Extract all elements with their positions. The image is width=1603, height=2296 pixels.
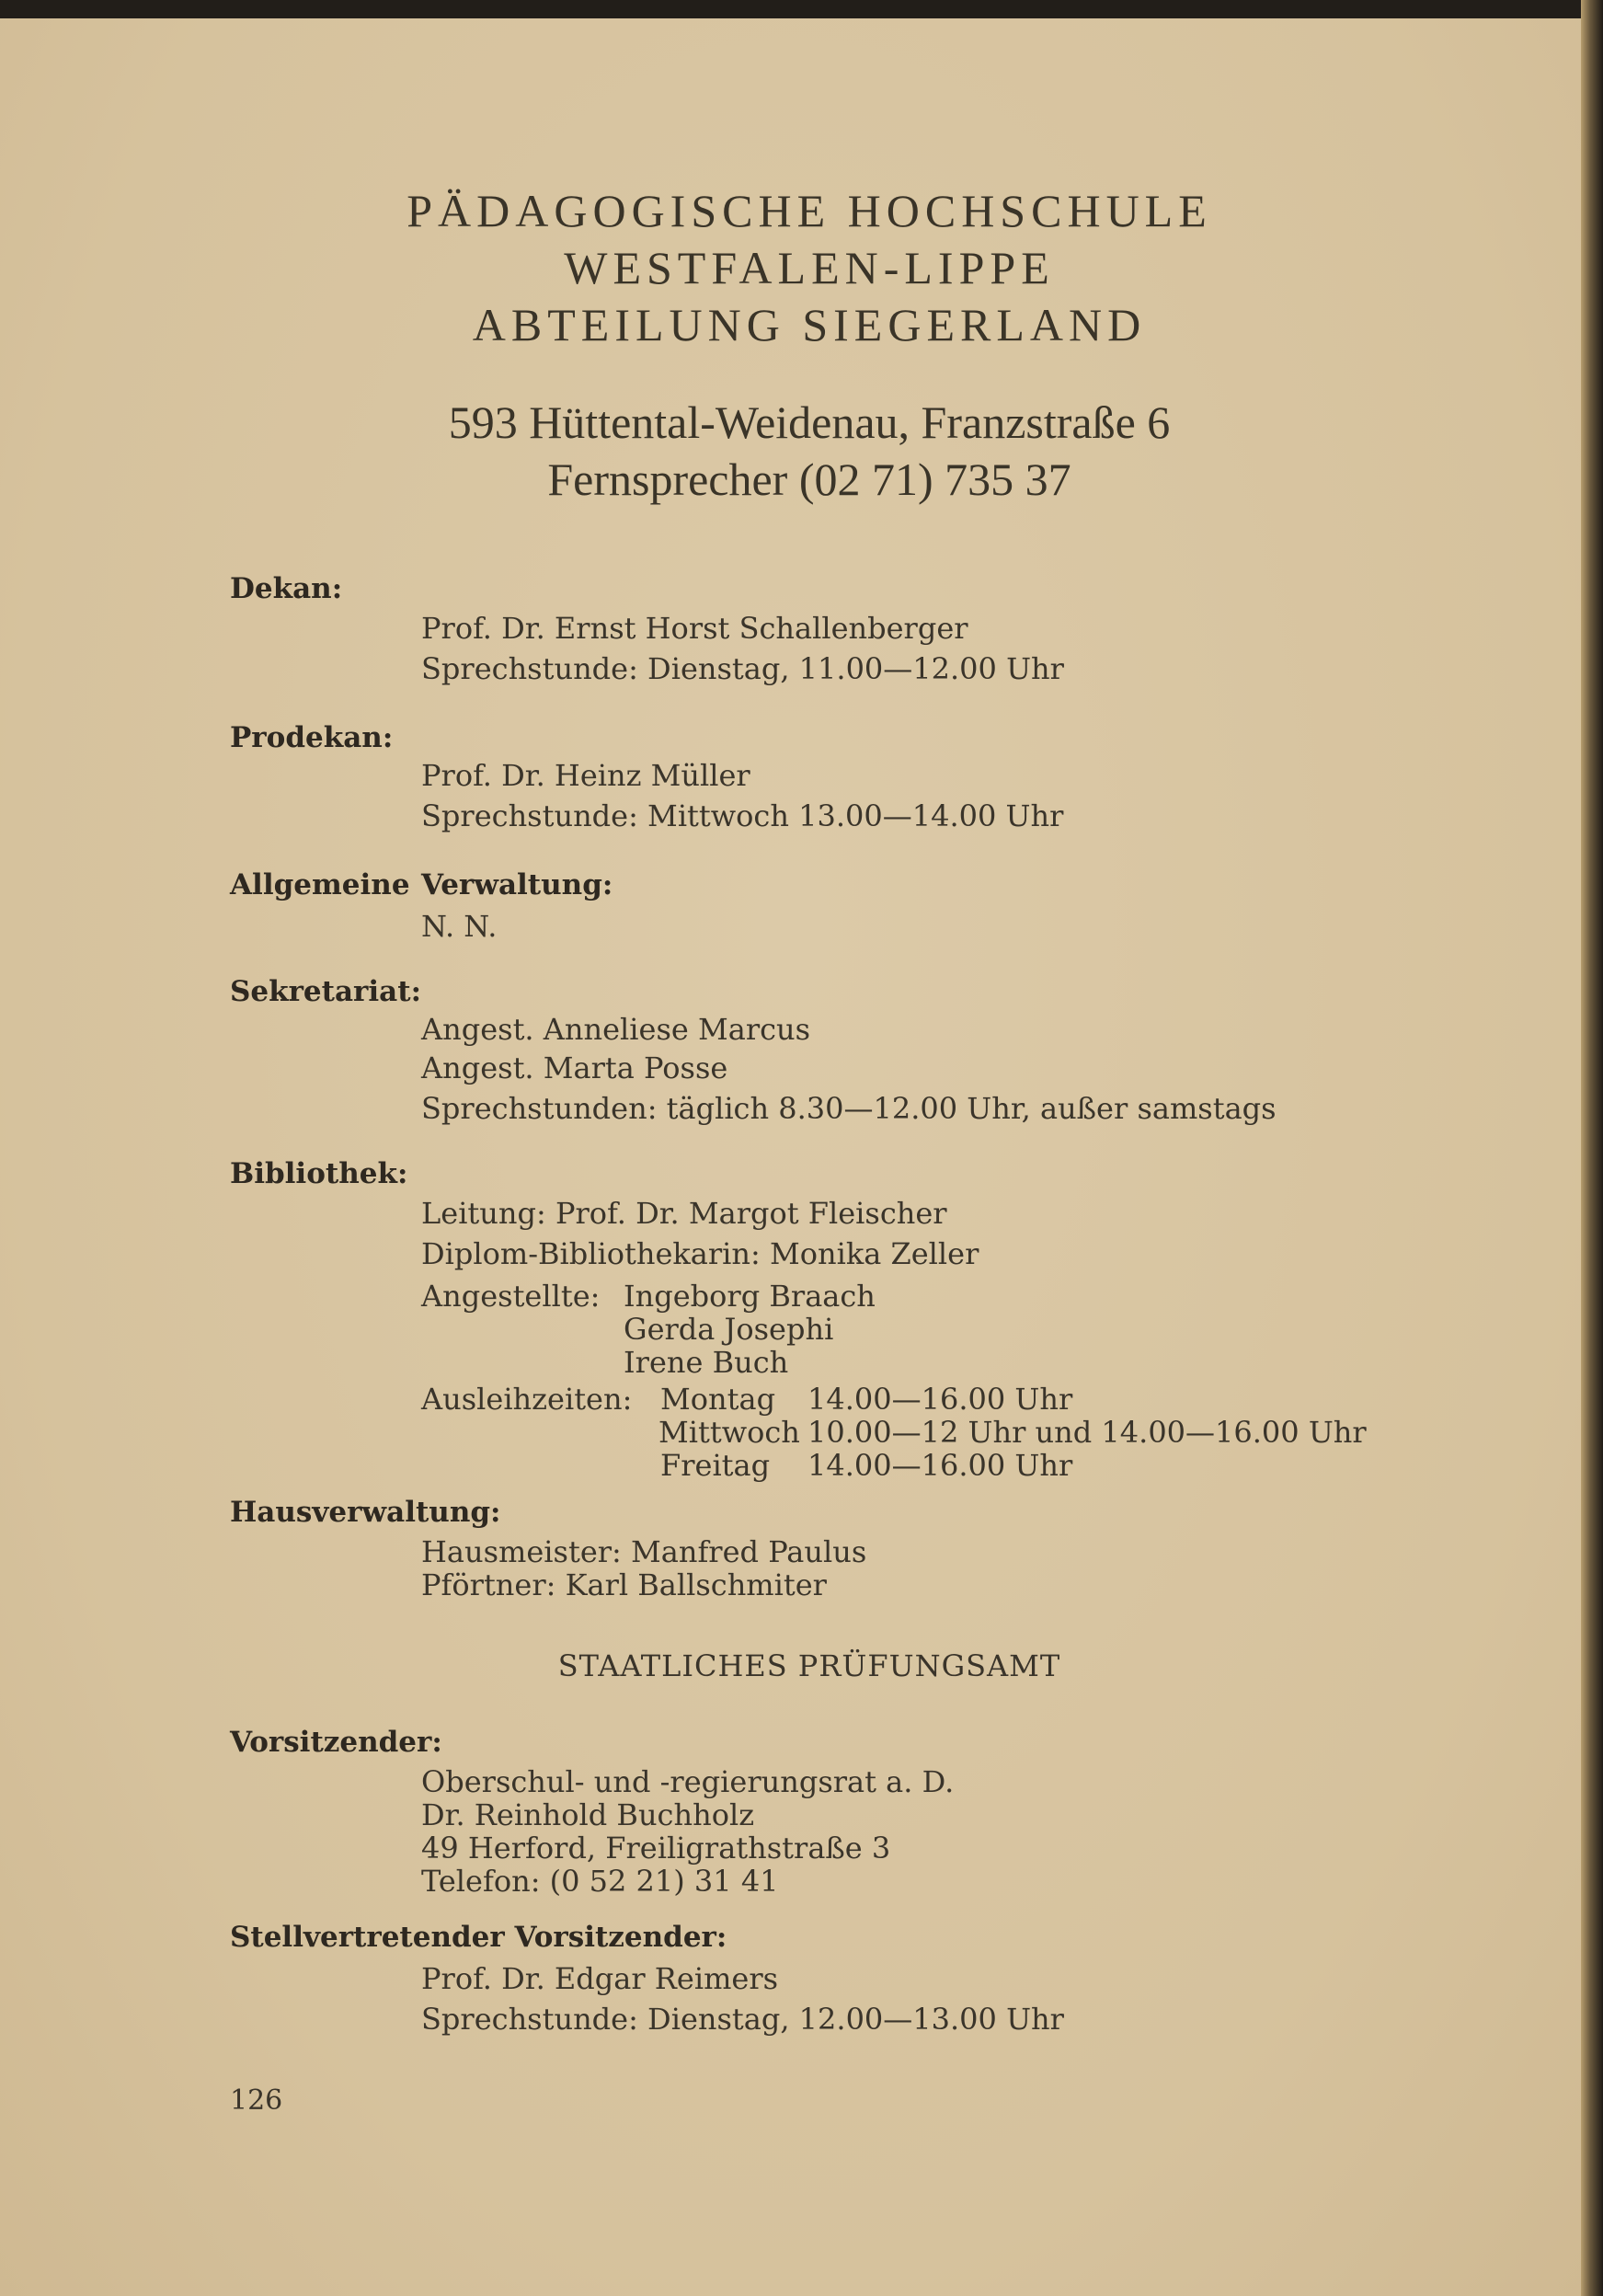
vorsitz-line-4: Telefon: (0 52 21) 31 41 [421, 1864, 779, 1899]
stellv-label: Stellvertretender Vorsitzender: [230, 1921, 727, 1954]
address: 593 Hüttental-Weidenau, Franzstraße 6 [448, 396, 1171, 448]
ausleih-time-2: 10.00—12 Uhr und 14.00—16.00 Uhr [807, 1415, 1367, 1450]
sekretariat-line-1: Angest. Anneliese Marcus [421, 1012, 811, 1047]
vorsitz-label: Vorsitzender: [230, 1726, 442, 1759]
angestellte-3: Irene Buch [624, 1345, 789, 1380]
ausleih-day-1: Montag [660, 1382, 776, 1417]
bibliothek-leitung: Leitung: Prof. Dr. Margot Fleischer [421, 1196, 947, 1231]
bibliothek-label: Bibliothek: [230, 1157, 408, 1190]
pruefungsamt-heading: STAATLICHES PRÜFUNGSAMT [557, 1648, 1061, 1683]
bibliothek-diplom: Diplom-Bibliothekarin: Monika Zeller [421, 1236, 979, 1271]
title-line-1: PÄDAGOGISCHE HOCHSCHULE [406, 185, 1212, 236]
ausleih-day-3: Freitag [660, 1448, 771, 1483]
angestellte-2: Gerda Josephi [624, 1312, 834, 1347]
vorsitz-line-1: Oberschul- und -regierungsrat a. D. [421, 1764, 955, 1799]
angestellte-label: Angestellte: [421, 1279, 601, 1314]
title-line-2: WESTFALEN-LIPPE [564, 242, 1055, 293]
ausleih-label: Ausleihzeiten: [421, 1382, 633, 1417]
ausleih-day-2: Mittwoch [658, 1415, 800, 1450]
title-line-3: ABTEILUNG SIEGERLAND [472, 299, 1147, 350]
hausmeister: Hausmeister: Manfred Paulus [421, 1534, 867, 1569]
ausleih-time-3: 14.00—16.00 Uhr [807, 1448, 1073, 1483]
stellv-line-1: Prof. Dr. Edgar Reimers [421, 1961, 779, 1996]
vorsitz-line-3: 49 Herford, Freiligrathstraße 3 [421, 1831, 891, 1866]
prodekan-name: Prof. Dr. Heinz Müller [421, 758, 750, 793]
pfoertner: Pförtner: Karl Ballschmiter [421, 1567, 827, 1602]
dekan-label: Dekan: [230, 572, 343, 605]
dekan-name: Prof. Dr. Ernst Horst Schallenberger [421, 611, 968, 646]
verwaltung-label-b: Verwaltung: [421, 868, 613, 901]
sekretariat-line-2: Angest. Marta Posse [421, 1050, 728, 1085]
stellv-line-2: Sprechstunde: Dienstag, 12.00—13.00 Uhr [421, 2002, 1064, 2037]
vorsitz-line-2: Dr. Reinhold Buchholz [421, 1797, 755, 1832]
dekan-hours: Sprechstunde: Dienstag, 11.00—12.00 Uhr [421, 651, 1064, 686]
top-edge [0, 0, 1603, 20]
verwaltung-name: N. N. [421, 909, 498, 944]
page-number: 126 [230, 2084, 283, 2117]
sekretariat-label: Sekretariat: [230, 975, 422, 1008]
hausverwaltung-label: Hausverwaltung: [230, 1496, 501, 1529]
ausleih-time-1: 14.00—16.00 Uhr [807, 1382, 1073, 1417]
prodekan-label: Prodekan: [230, 721, 394, 754]
angestellte-1: Ingeborg Braach [624, 1279, 876, 1314]
verwaltung-label-a: Allgemeine [230, 868, 410, 901]
sekretariat-line-3: Sprechstunden: täglich 8.30—12.00 Uhr, außer samstags [421, 1091, 1277, 1126]
phone: Fernsprecher (02 71) 735 37 [547, 453, 1071, 505]
prodekan-hours: Sprechstunde: Mittwoch 13.00—14.00 Uhr [421, 798, 1064, 833]
